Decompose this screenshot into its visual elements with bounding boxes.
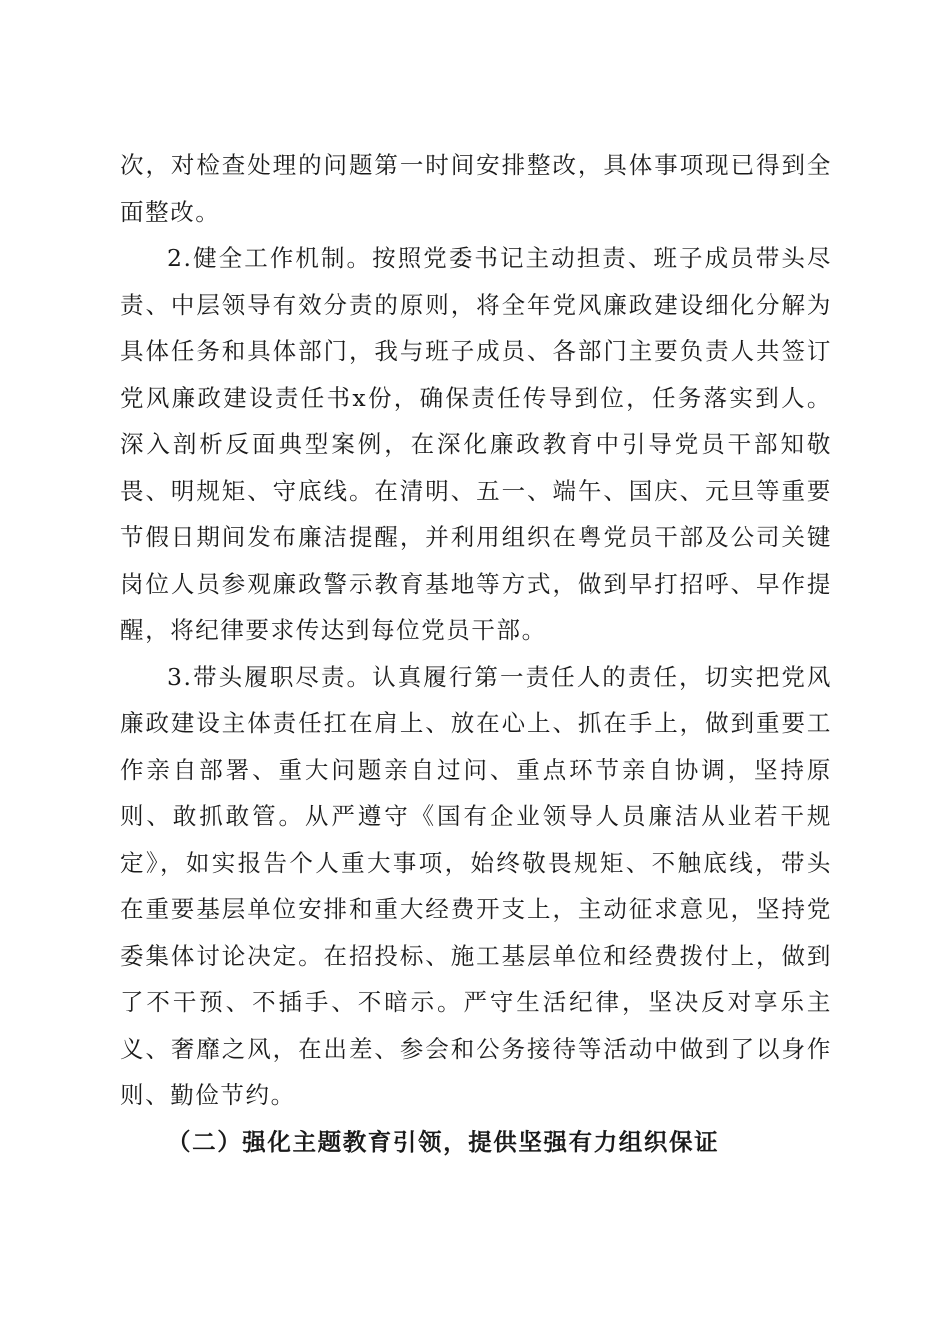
paragraph-continuation: 次，对检查处理的问题第一时间安排整改，具体事项现已得到全面整改。 — [120, 151, 832, 226]
paragraph-mechanism: 2.健全工作机制。按照党委书记主动担责、班子成员带头尽责、中层领导有效分责的原则，将全年党风廉政建设细化分解为具体任务和具体部门，我与班子成员、各部门主要负责人共签订党风廉政建设责任书x份，确保责任传导到位，任务落实到人。深入剖析反面典型案例，在深化廉政教育中引导党员干部知敬畏、明规矩、守底线。在清明、五一、端午、国庆、元旦等重要节假日期间发布廉洁提醒，并利用组织在粤党员干部及公司关键岗位人员参观廉政警示教育基地等方式，做到早打招呼、早作提醒，将纪律要求传达到每位党员干部。 — [120, 244, 832, 644]
paragraph-duty: 3.带头履职尽责。认真履行第一责任人的责任，切实把党风廉政建设主体责任扛在肩上、放在心上、抓在手上，做到重要工作亲自部署、重大问题亲自过问、重点环节亲自协调，坚持原则、敢抓敢管。从严遵守《国有企业领导人员廉洁从业若干规定》，如实报告个人重大事项，始终敬畏规矩、不触底线，带头在重要基层单位安排和重大经费开支上，主动征求意见，坚持党委集体讨论决定。在招投标、施工基层单位和经费拨付上，做到了不干预、不插手、不暗示。严守生活纪律，坚决反对享乐主义、奢靡之风，在出差、参会和公务接待等活动中做到了以身作则、勤俭节约。 — [120, 662, 832, 1109]
section-heading: （二）强化主题教育引领，提供坚强有力组织保证 — [167, 1127, 720, 1156]
document-body — [120, 142, 832, 1165]
